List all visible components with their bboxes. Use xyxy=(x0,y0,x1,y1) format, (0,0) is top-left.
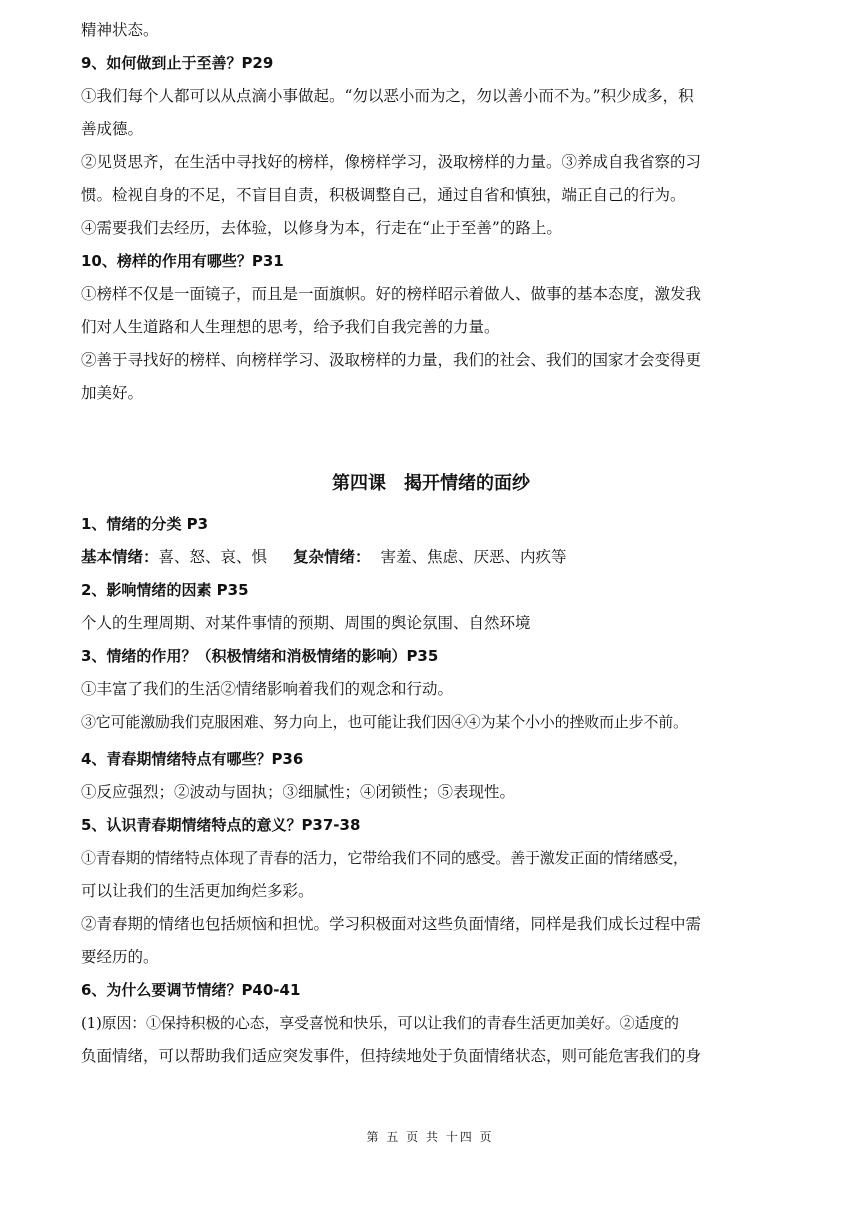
text-line: 要经历的。 xyxy=(81,948,159,966)
document-page xyxy=(81,14,781,1073)
question-heading: 10、榜样的作用有哪些？P31 xyxy=(81,252,284,270)
complex-emotion-label: 复杂情绪： xyxy=(293,548,371,566)
text-line: 加美好。 xyxy=(81,384,144,402)
text-line: ②见贤思齐，在生活中寻找好的榜样，像榜样学习，汲取榜样的力量。③养成自我省察的习 xyxy=(81,153,702,171)
question-heading: 3、情绪的作用？（积极情绪和消极情绪的影响）P35 xyxy=(81,647,439,665)
question-heading: 1、情绪的分类 P3 xyxy=(81,515,209,533)
emotion-types-line xyxy=(81,541,781,574)
question-heading: 9、如何做到止于至善？P29 xyxy=(81,54,274,72)
basic-emotion-label: 基本情绪： xyxy=(81,548,159,566)
text-line: ①反应强烈；②波动与固执；③细腻性；④闭锁性；⑤表现性。 xyxy=(81,783,516,801)
text-line: 个人的生理周期、对某件事情的预期、周围的舆论氛围、自然环境 xyxy=(81,614,531,632)
text-line: 负面情绪，可以帮助我们适应突发事件，但持续地处于负面情绪状态，则可能危害我们的身 xyxy=(81,1047,702,1065)
text-line: 惯。检视自身的不足，不盲目自责，积极调整自己，通过自省和慎独，端正自己的行为。 xyxy=(81,186,686,204)
page-footer: 第 五 页 共 十四 页 xyxy=(366,1130,494,1144)
text-line: 善成德。 xyxy=(81,120,144,138)
complex-emotion-value: 害羞、焦虑、厌恶、内疚等 xyxy=(380,548,567,566)
question-heading: 2、影响情绪的因素 P35 xyxy=(81,581,249,599)
lesson-title: 第四课 揭开情绪的面纱 xyxy=(332,473,530,494)
text-line: 们对人生道路和人生理想的思考，给予我们自我完善的力量。 xyxy=(81,318,500,336)
text-line: ①青春期的情绪特点体现了青春的活力，它带给我们不同的感受。善于激发正面的情绪感受， xyxy=(81,849,688,867)
basic-emotion-value: 喜、怒、哀、惧 xyxy=(158,548,268,566)
question-heading: 6、为什么要调节情绪？P40-41 xyxy=(81,981,301,999)
text-line: ④需要我们去经历，去体验，以修身为本，行走在“止于至善”的路上。 xyxy=(81,219,562,237)
question-heading: 5、认识青春期情绪特点的意义？P37-38 xyxy=(81,816,361,834)
text-line: ③它可能激励我们克服困难、努力向上，也可能让我们因④④为某个小小的挫败而止步不前。 xyxy=(81,713,688,731)
text-line: ①我们每个人都可以从点滴小事做起。“勿以恶小而为之，勿以善小而不为。”积少成多，积 xyxy=(81,87,694,105)
text-line: ①榜样不仅是一面镜子，而且是一面旗帜。好的榜样昭示着做人、做事的基本态度，激发我 xyxy=(81,285,702,303)
text-line: 精神状态。 xyxy=(81,21,159,39)
text-line: ②善于寻找好的榜样、向榜样学习、汲取榜样的力量，我们的社会、我们的国家才会变得更 xyxy=(81,351,702,369)
text-line: 可以让我们的生活更加绚烂多彩。 xyxy=(81,882,314,900)
question-heading: 4、青春期情绪特点有哪些？P36 xyxy=(81,750,304,768)
text-line: ②青春期的情绪也包括烦恼和担忧。学习积极面对这些负面情绪，同样是我们成长过程中需 xyxy=(81,915,702,933)
text-line: ①丰富了我们的生活②情绪影响着我们的观念和行动。 xyxy=(81,680,454,698)
text-line: (1)原因：①保持积极的心态，享受喜悦和快乐，可以让我们的青春生活更加美好。②适度的 xyxy=(81,1014,679,1032)
